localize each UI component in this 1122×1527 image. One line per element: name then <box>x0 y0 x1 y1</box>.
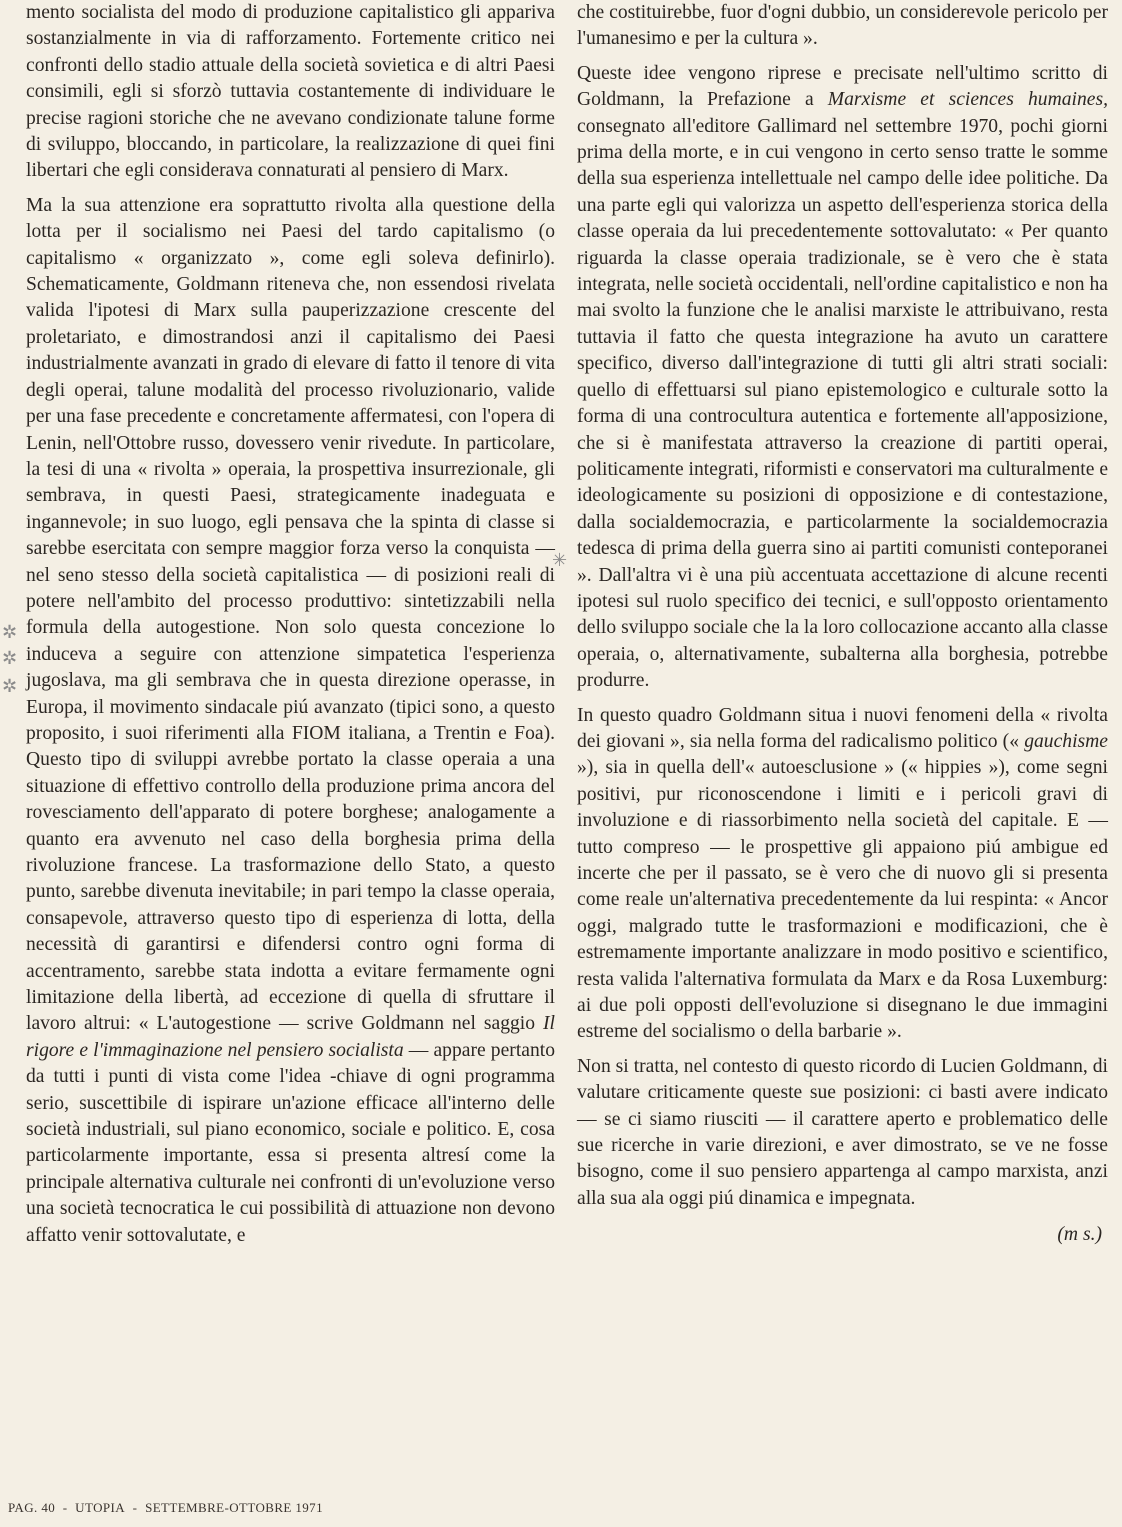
right-column <box>577 0 1108 1249</box>
paragraph <box>577 61 1108 695</box>
paragraph-text: In questo quadro Goldmann situa i nuovi fenomeni della « rivolta dei giovani », sia nella forma del radicalismo politico (« <box>577 704 1108 752</box>
issue-date: SETTEMBRE-OTTOBRE 1971 <box>145 1500 323 1515</box>
margin-asterisk-icon: ✳ <box>552 550 568 571</box>
paragraph: mento socialista del modo di produzione capitalistico gli appariva sostanzialmente in via di rafforzamento. Fortemente critico nei confronti dello stadio attuale della società sovietica e di altri Paesi consimili, egli si sforzò tuttavia costantemente di individuare le precise ragioni storiche che ne avevano condizionate talune forme di sviluppo, bloccando, in particolare, la realizzazione di quei fini libertari che egli considerava connaturati al pensiero di Marx. <box>26 2 555 182</box>
paragraph-text: »), sia in quella dell'« autoesclusione » (« hippies »), come segni positivi, pur riconoscendone i limiti e i pericoli gravi di involuzione e di riassorbimento nella società del capitale. E — tutto compreso — le prospettive gli appaiono piú ambigue ed incerte che per il passato, se è vero che di nuovo gli si presenta come reale un'alternativa precedentemente da lui respinta: « Ancor oggi, malgrado tutte le trasformazioni e modificazioni, che è estremamente importante analizzare in modo positivo e scientifico, resta valida l'alternativa formulata da Marx e da Rosa Luxemburg: ai due poli opposti dell'evoluzione si disegnano le due immagini estreme del socialismo o della barbarie ». <box>577 757 1108 1043</box>
margin-tick-icon: ✲ <box>2 648 18 669</box>
paragraph-text: consegnato all'editore Gallimard nel settembre 1970, pochi giorni prima della morte, e in cui vengono in certo senso tratte le somme della sua esperienza intellettuale nel campo delle idee politiche. Da una parte egli qui valorizza un aspetto dell'esperienza storica della classe operaia da lui precedentemente sottovalutato: « Per quanto riguarda la classe operaia tradizionale, se è vero che è stata integrata, nelle società occidentali, nell'ordine capitalistico e non ha mai svolto la funzione che le analisi marxiste le attribuivano, resta tuttavia il fatto che questa integrazione ha avuto un carattere specifico, diverso dall'integrazione di tutti gli altri strati sociali: quello di effettuarsi sul piano epistemologico e culturale sotto la forma di una controcultura autentica e fortemente all'apposizione, che si è manifestata attraverso la creazione di partiti operai, politicamente integrati, riformisti e conservatori ma culturalmente e ideologicamente su posizioni di opposizione e di contestazione, dalla socialdemocrazia, e particolarmente la socialdemocrazia tedesca di prima della guerra sino ai partiti comunisti conteporanei ». Dall'altra vi è una più accentuata accettazione di alcune recenti ipotesi sul ruolo specifico dei tecnici, e sull'opposto orientamento dello sviluppo sociale che la la loro collocazione accanto alla classe operaia, o, alternativamente, subalterna alla borghesia, potrebbe produrre. <box>577 115 1109 692</box>
paragraph-text: Ma la sua attenzione era soprattutto rivolta alla questione della lotta per il socialismo nei Paesi del tardo capitalismo (o capitalismo « organizzato », come egli soleva definirlo). Schematicamente, Goldmann riteneva che, non essendosi rivelata valida l'ipotesi di Marx sulla pauperizzazione crescente del proletariato, e dimostrandosi anzi il capitalismo dei Paesi industrialmente avanzati in grado di elevare di fatto il tenore di vita degli operai, talune modalità del processo rivoluzionario, valide per una fase precedente e concretamente affermatesi, con l'opera di Lenin, nell'Ottobre russo, dovessero venir rivedute. In particolare, la tesi di una « rivolta » operaia, la prospettiva insurrezionale, gli sembrava, in questi Paesi, strategicamente inadeguata e ingannevole; in suo luogo, egli pensava che la spinta di classe si sarebbe esercitata con sempre maggior forza verso la conquista — nel seno stesso della società capitalistica — di posizioni reali di potere nell'ambito del processo produttivo: sintetizzabili nella formula della autogestione. Non solo questa concezione lo induceva a seguire con attenzione simpatetica l'esperienza jugoslava, ma gli sembrava che in questa direzione operasse, in Europa, il movimento sindacale piú avanzato (tipici sono, a questo proposito, i suoi riferimenti alla FIOM italiana, a Trentin e Foa). Questo tipo di sviluppi avrebbe portato la classe operaia a una situazione di effettivo controllo della produzione prima ancora del rovesciamento dell'apparato di potere borghese; analogamente a quanto era avvenuto nel caso della borghesia prima della rivoluzione francese. La trasformazione dello Stato, a questo punto, sarebbe divenuta inevitabile; in pari tempo la classe operaia, consapevole, attraverso questo tipo di esperienza di lotta, della necessità di garantirsi e difendersi contro ogni forma di accentramento, sarebbe stata indotta a evitare fermamente ogni limitazione della libertà, ad eccezione di quella di sfruttare il lavoro altrui: « L'autogestione — scrive Goldmann nel saggio <box>26 194 555 1035</box>
paragraph: Non si tratta, nel contesto di questo ricordo di Lucien Goldmann, di valutare criticamente queste sue posizioni: ci basti avere indicato — se ci siamo riusciti — il carattere aperto e problematico delle sue ricerche in varie direzioni, e aver dimostrato, se ve ne fosse bisogno, come il suo pensiero appartenga al campo marxista, anzi alla sua ala oggi piú dinamica e impegnata. <box>577 1055 1108 1209</box>
paragraph-text: — appare pertanto da tutti i punti di vista come l'idea -chiave di ogni programma serio, suscettibile di ispirare un'azione efficace all'interno delle società industriali, sul piano economico, sociale e politico. E, cosa particolarmente importante, essa si presenta altresí come la principale alternativa culturale nei confronti di un'evoluzione verso una società tecnocratica le cui possibilità di attuazione non devono affatto venir sottovalutate, e <box>26 1039 555 1246</box>
magazine-name: UTOPIA <box>75 1500 126 1515</box>
paragraph: che costituirebbe, fuor d'ogni dubbio, un considerevole pericolo per l'umanesimo e per la cultura ». <box>577 2 1108 50</box>
paragraph-text: Queste idee vengono riprese e precisate nell'ultimo scritto di Goldmann, la Prefazione a <box>577 62 1108 111</box>
page-footer <box>8 1500 327 1516</box>
book-title: Marxisme et sciences humaines, <box>827 89 1108 111</box>
page-number: PAG. 40 <box>8 1500 56 1515</box>
italic-term: gauchisme <box>1024 730 1108 752</box>
footer-separator: - <box>62 1500 68 1515</box>
footer-separator: - <box>132 1500 138 1515</box>
author-signature: (m s.) <box>1057 1224 1102 1246</box>
margin-tick-icon: ✲ <box>2 622 18 643</box>
paragraph <box>577 703 1108 1046</box>
margin-tick-icon: ✲ <box>2 676 18 697</box>
left-column <box>26 0 555 1249</box>
paragraph <box>26 193 555 1249</box>
essay-title: Il rigore e l'immaginazione nel pensiero socialista <box>26 1013 555 1061</box>
